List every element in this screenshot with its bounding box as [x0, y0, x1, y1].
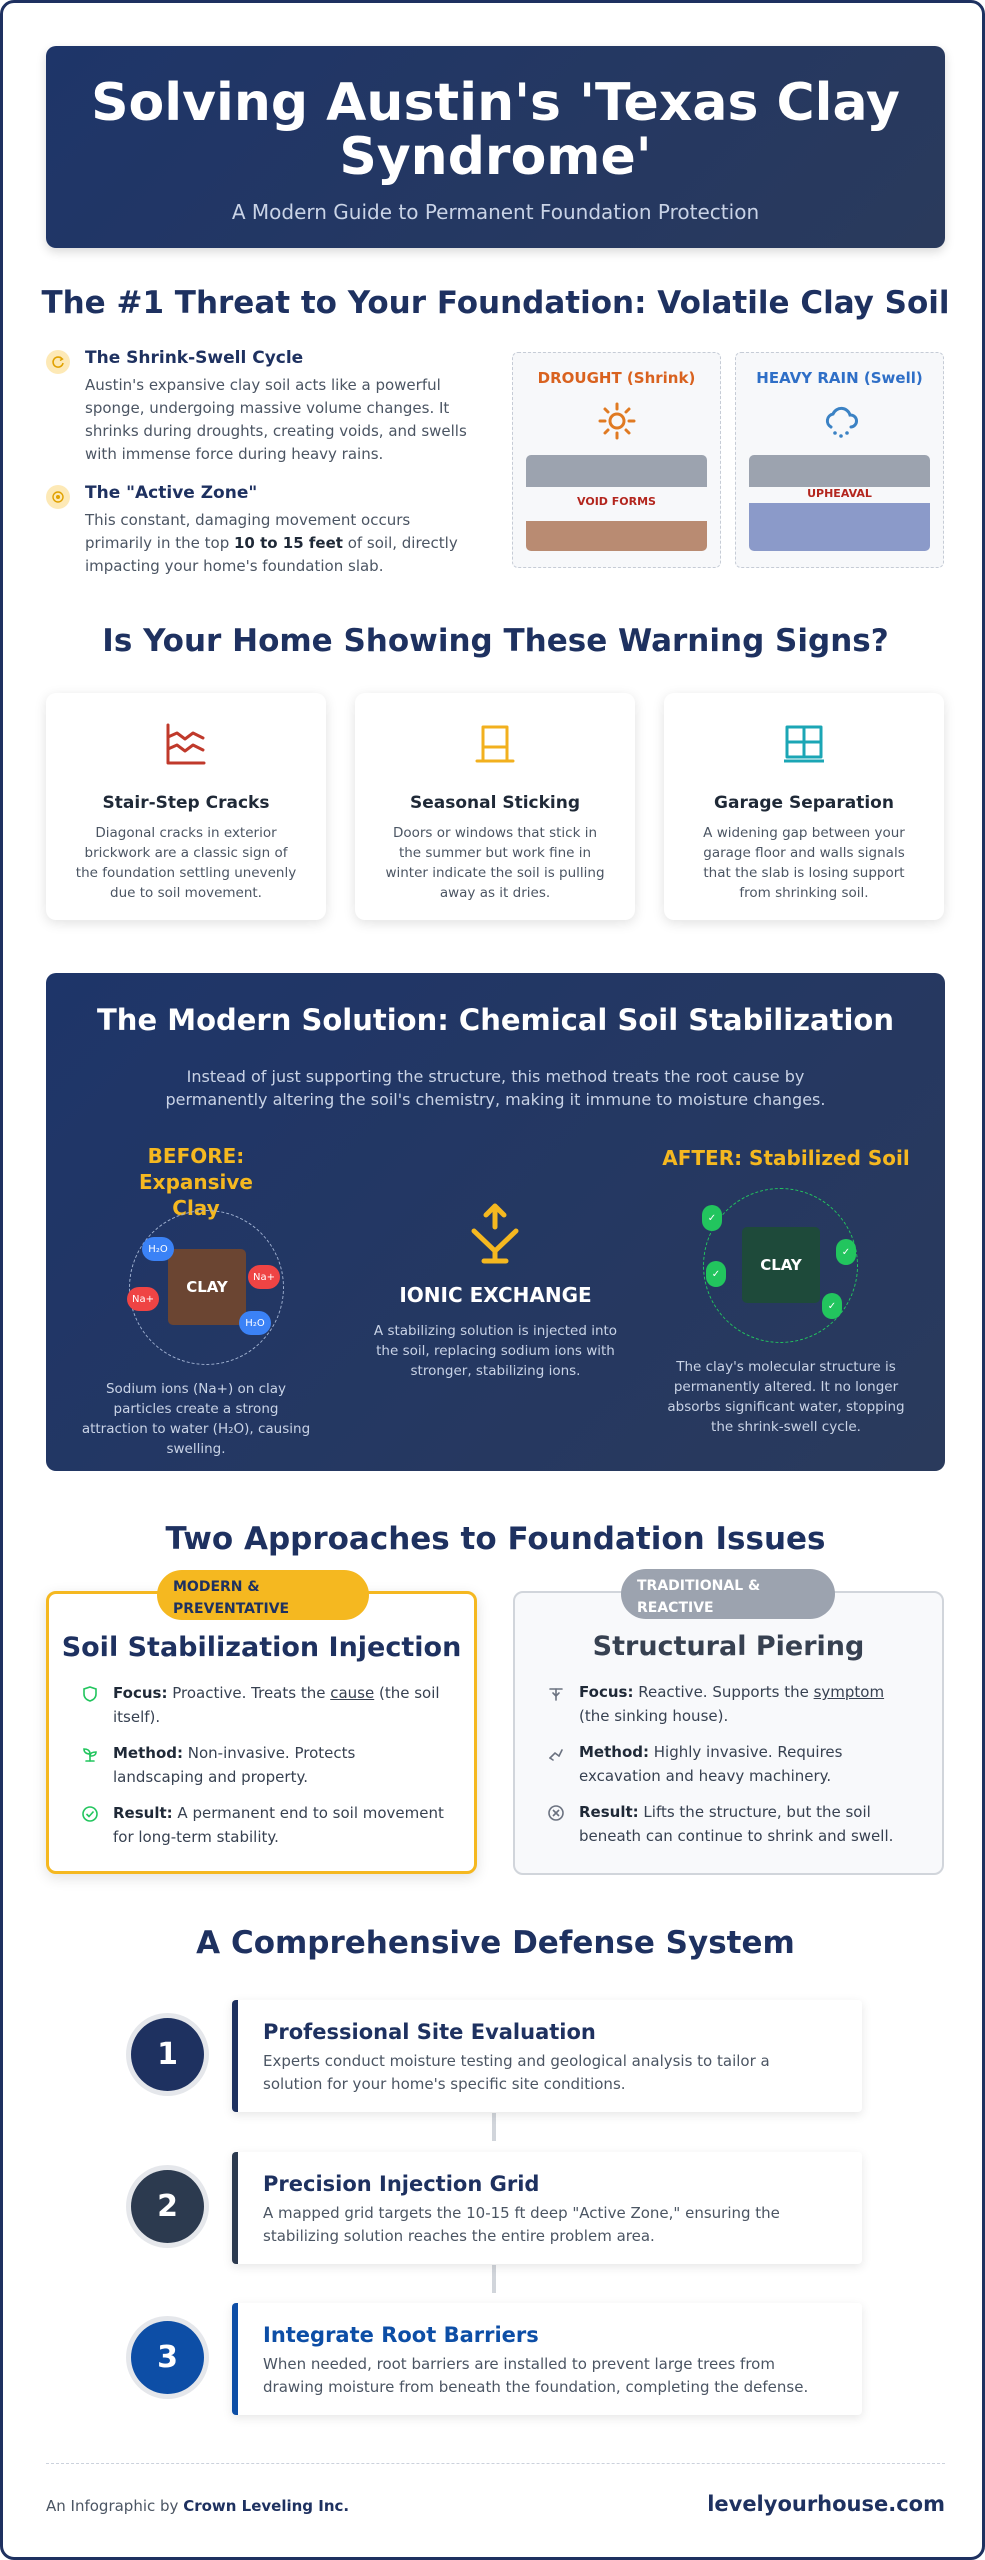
dry-soil — [526, 521, 707, 551]
traditional-focus-row: Focus: Reactive. Supports the symptom (the sinking house). — [547, 1680, 918, 1728]
water-molecule: H₂O — [239, 1311, 271, 1335]
step-connector — [492, 2113, 496, 2141]
footer-website-link[interactable]: levelyourhouse.com — [707, 2492, 945, 2516]
step-card-root-barriers — [232, 2303, 862, 2415]
warning-card-text: Doors or windows that stick in the summer but work fine in winter indicate the soil is pulling away as it dries. — [385, 825, 605, 901]
modern-approach-card — [46, 1579, 477, 1874]
stabilizing-ion: ✓ — [836, 1239, 856, 1265]
step-card-site-evaluation — [232, 2000, 862, 2112]
exchange-text: A stabilizing solution is injected into the soil, replacing sodium ions with stronger, stabilizing ions. — [373, 1323, 618, 1379]
door-icon — [472, 721, 518, 767]
cycle-icon — [46, 350, 70, 374]
sprout-icon — [81, 1745, 99, 1763]
drought-title: DROUGHT (Shrink) — [537, 369, 696, 387]
threat-item-title: The Shrink-Swell Cycle — [85, 348, 304, 368]
step-number: 1 — [131, 2018, 204, 2091]
modern-focus-row: Focus: Proactive. Treats the cause (the soil itself). — [81, 1681, 450, 1729]
step-title: Integrate Root Barriers — [263, 2323, 539, 2347]
sun-icon — [597, 401, 637, 441]
drought-panel — [512, 352, 721, 568]
exchange-title: IONIC EXCHANGE — [399, 1283, 592, 1307]
warning-card-text: Diagonal cracks in exterior brickwork are a classic sign of the foundation settling unevenly due to soil movement. — [75, 825, 297, 901]
clay-particle: CLAY — [168, 1249, 246, 1325]
step-title: Professional Site Evaluation — [263, 2020, 596, 2044]
step-number: 2 — [131, 2170, 204, 2243]
traditional-method-row: Method: Highly invasive. Requires excavation and heavy machinery. — [547, 1740, 918, 1788]
approaches-section-title: Two Approaches to Foundation Issues — [165, 1521, 826, 1557]
excavator-icon — [547, 1744, 565, 1762]
after-diagram — [703, 1188, 858, 1343]
water-molecule: H₂O — [142, 1237, 174, 1261]
threat-item-title: The "Active Zone" — [85, 483, 258, 503]
swollen-soil — [749, 503, 930, 551]
threat-item-text: Austin's expansive clay soil acts like a powerful sponge, undergoing massive volume changes. It shrinks during droughts, creating voids, and swells with immense force during heavy rains. — [85, 376, 467, 463]
foundation-slab — [749, 455, 930, 487]
after-text: The clay's molecular structure is permanently altered. It no longer absorbs significant water, stopping the shrink-swell cycle. — [667, 1359, 905, 1435]
sodium-ion: Na+ — [127, 1287, 159, 1311]
solution-intro: Instead of just supporting the structure, this method treats the root cause by permanently altering the soil's chemistry, making it immune to moisture changes. — [165, 1067, 826, 1109]
modern-tag: MODERN & PREVENTATIVE — [157, 1570, 369, 1620]
stabilized-clay-particle: CLAY — [742, 1227, 820, 1303]
step-text: Experts conduct moisture testing and geological analysis to tailor a solution for your home's specific site conditions. — [263, 2052, 770, 2093]
step-connector — [492, 2265, 496, 2293]
hero-banner — [46, 46, 945, 248]
modern-method-row: Method: Non-invasive. Protects landscaping and property. — [81, 1741, 450, 1789]
sodium-ion: Na+ — [248, 1265, 280, 1289]
warning-card-title: Seasonal Sticking — [409, 793, 581, 813]
page-subtitle: A Modern Guide to Permanent Foundation Protection — [231, 200, 760, 224]
solution-title: The Modern Solution: Chemical Soil Stabilization — [97, 1003, 894, 1037]
warning-card-title: Garage Separation — [714, 793, 894, 813]
exchange-arrows-icon — [464, 1201, 526, 1265]
traditional-approach-card — [513, 1578, 944, 1875]
garage-icon — [781, 721, 827, 767]
before-text: Sodium ions (Na+) on clay particles create a strong attraction to water (H₂O), causing swelling. — [81, 1381, 311, 1457]
check-circle-icon — [81, 1805, 99, 1823]
x-circle-icon — [547, 1804, 565, 1822]
modern-result-row: Result: A permanent end to soil movement for long-term stability. — [81, 1801, 450, 1849]
stabilizing-ion: ✓ — [822, 1293, 842, 1319]
step-text: A mapped grid targets the 10-15 ft deep "Active Zone," ensuring the stabilizing solution reaches the entire problem area. — [263, 2204, 780, 2245]
solution-panel — [46, 973, 945, 1471]
threat-item-text: This constant, damaging movement occurs primarily in the top 10 to 15 feet of soil, directly impacting your home's foundation slab. — [85, 511, 458, 575]
after-title: AFTER: Stabilized Soil — [662, 1146, 910, 1170]
stabilizing-ion: ✓ — [702, 1205, 722, 1231]
target-icon — [46, 485, 70, 509]
before-title: BEFORE: Expansive Clay — [139, 1144, 253, 1220]
heavy-rain-panel — [735, 352, 944, 568]
rain-cloud-icon — [821, 405, 861, 441]
warning-card-text: A widening gap between your garage floor and walls signals that the slab is losing support from shrinking soil. — [703, 825, 905, 901]
warning-section-title: Is Your Home Showing These Warning Signs? — [102, 623, 889, 659]
stabilizing-ion: ✓ — [706, 1261, 726, 1287]
traditional-result-row: Result: Lifts the structure, but the soil beneath can continue to shrink and swell. — [547, 1800, 918, 1848]
warning-card-garage — [664, 693, 944, 920]
pier-icon — [547, 1684, 565, 1702]
warning-card-cracks — [46, 693, 326, 920]
step-number: 3 — [131, 2321, 204, 2394]
warning-card-title: Stair-Step Cracks — [102, 793, 270, 813]
wall-crack-icon — [163, 721, 209, 767]
step-title: Precision Injection Grid — [263, 2172, 540, 2196]
void-label: VOID FORMS — [577, 495, 656, 508]
defense-section-title: A Comprehensive Defense System — [196, 1925, 795, 1961]
traditional-approach-title: Structural Piering — [592, 1631, 865, 1662]
threat-item-shrink-swell — [46, 348, 476, 466]
threat-item-active-zone — [46, 483, 476, 578]
shield-icon — [81, 1685, 99, 1703]
step-card-injection-grid — [232, 2152, 862, 2264]
footer-divider — [46, 2463, 945, 2464]
upheaval-label: UPHEAVAL — [807, 487, 872, 500]
traditional-tag: TRADITIONAL & REACTIVE — [621, 1569, 835, 1619]
heavy-rain-title: HEAVY RAIN (Swell) — [756, 369, 923, 387]
threat-section-title: The #1 Threat to Your Foundation: Volatile Clay Soil — [41, 285, 950, 321]
modern-approach-title: Soil Stabilization Injection — [61, 1632, 462, 1663]
warning-card-sticking — [355, 693, 635, 920]
step-text: When needed, root barriers are installed to prevent large trees from drawing moisture from beneath the foundation, completing the defense. — [263, 2355, 809, 2396]
before-diagram — [129, 1210, 284, 1365]
page-title: Solving Austin's 'Texas Clay Syndrome' — [91, 73, 900, 187]
foundation-slab — [526, 455, 707, 487]
footer-credit: An Infographic by Crown Leveling Inc. — [46, 2497, 350, 2515]
